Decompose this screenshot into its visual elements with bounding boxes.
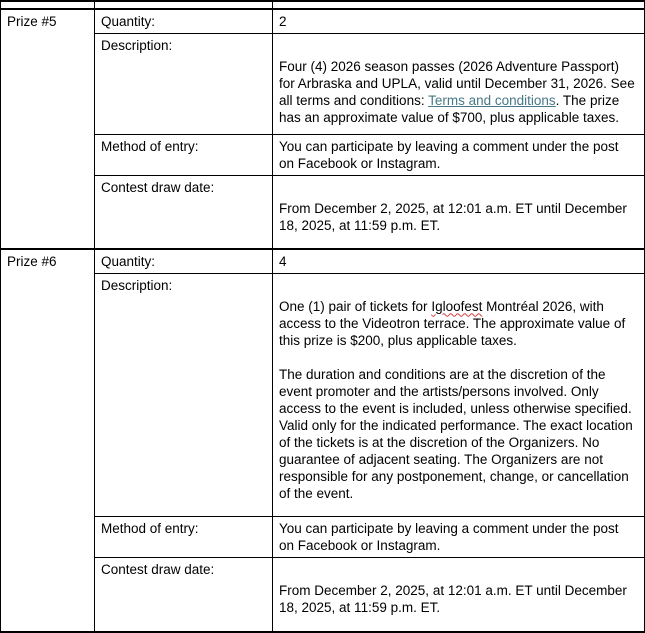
method-of-entry-value: You can participate by leaving a comment under the post on Facebook or Instagram. xyxy=(279,139,619,171)
quantity-value: 4 xyxy=(279,253,287,269)
description-text-after-word: Montréal 2026, with access to the Videotron terrace. The approximate value of this prize is $200, plus applicable taxes. xyxy=(279,298,626,348)
prize6-quantity-label-cell xyxy=(95,249,273,274)
prize5-label-cell xyxy=(1,9,95,249)
previous-row-field-cell xyxy=(95,1,273,9)
prize6-description-label-cell xyxy=(95,273,273,516)
description-text-before-word: One (1) pair of tickets for xyxy=(279,298,432,314)
prize6-description-row xyxy=(1,273,645,516)
misspelled-word-igloofest: Igloofest xyxy=(431,298,483,314)
previous-row-prize-cell xyxy=(1,1,95,9)
description-paragraph-2: The duration and conditions are at the discretion of the event promoter and the artists/persons involved. Only access to the event is included, unless otherwise specified. Valid only for the indicated performance. The exact location of the tickets is at the discretion of the Organizers. No guarantee of adjacent seating. The Organizers are not responsible for any postponement, change, or cancellation of the event. xyxy=(279,366,633,501)
contest-draw-date-label: Contest draw date: xyxy=(101,180,215,195)
previous-row-value-cell xyxy=(273,1,645,9)
quantity-label: Quantity: xyxy=(101,253,156,269)
prize5-description-label-cell xyxy=(95,34,273,135)
prize6-label: Prize #6 xyxy=(7,253,57,269)
prize6-method-label-cell xyxy=(95,516,273,557)
method-of-entry-label: Method of entry: xyxy=(101,520,199,536)
prize6-method-row xyxy=(1,516,645,557)
prize5-quantity-row xyxy=(1,9,645,34)
prize5-quantity-value-cell xyxy=(273,9,645,34)
prize5-description-value-cell xyxy=(273,34,645,135)
previous-row-fragment xyxy=(1,1,645,9)
contest-draw-date-value: From December 2, 2025, at 12:01 a.m. ET until December 18, 2025, at 11:59 p.m. ET. xyxy=(279,201,627,233)
description-paragraph-1 xyxy=(279,298,637,349)
prize5-method-value-cell xyxy=(273,135,645,176)
prize5-method-label-cell xyxy=(95,135,273,176)
description-text-before-link: Four (4) 2026 season passes (2026 Adventure Passport) for Arbraska and UPLA, valid until December 31, 2026. See all terms and conditions: xyxy=(279,59,635,108)
prize5-draw-date-row xyxy=(1,176,645,249)
quantity-label: Quantity: xyxy=(101,14,156,29)
terms-and-conditions-link[interactable]: Terms and conditions xyxy=(428,93,556,108)
prize5-quantity-label-cell xyxy=(95,9,273,34)
description-text-after-link: . The prize has an approximate value of $700, plus applicable taxes. xyxy=(279,93,620,125)
quantity-value: 2 xyxy=(279,14,287,29)
method-of-entry-label: Method of entry: xyxy=(101,139,199,154)
prize5-method-row xyxy=(1,135,645,176)
description-label: Description: xyxy=(101,38,173,53)
method-of-entry-value: You can participate by leaving a comment under the post on Facebook or Instagram. xyxy=(279,520,619,553)
prize6-method-value-cell xyxy=(273,516,645,557)
prize6-description-value-cell xyxy=(273,273,645,516)
prize6-quantity-row xyxy=(1,249,645,274)
contest-draw-date-label: Contest draw date: xyxy=(101,561,215,577)
prize6-quantity-value-cell xyxy=(273,249,645,274)
prize5-label: Prize #5 xyxy=(7,14,57,29)
prize6-label-cell xyxy=(1,249,95,633)
contest-draw-date-value: From December 2, 2025, at 12:01 a.m. ET until December 18, 2025, at 11:59 p.m. ET. xyxy=(279,582,627,615)
prize5-draw-value-cell xyxy=(273,176,645,249)
prize5-draw-label-cell xyxy=(95,176,273,249)
prize5-description-row xyxy=(1,34,645,135)
description-label: Description: xyxy=(101,277,173,293)
